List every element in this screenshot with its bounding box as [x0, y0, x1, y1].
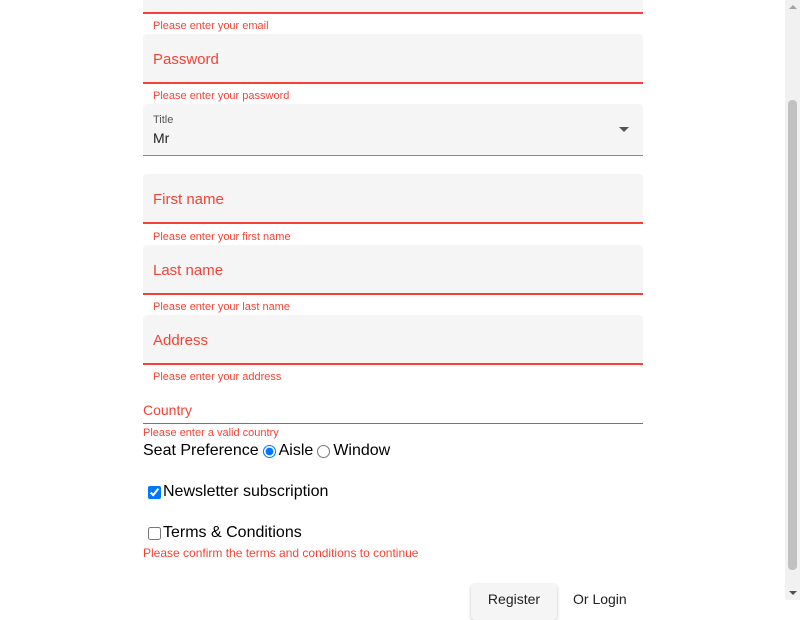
first-name-field[interactable] [143, 174, 643, 224]
seat-preference-group [143, 442, 390, 460]
title-label: Title [153, 114, 174, 126]
email-field[interactable] [143, 0, 643, 14]
seat-window-radio[interactable] [317, 445, 330, 458]
last-name-field[interactable] [143, 245, 643, 295]
country-label: Country [143, 402, 193, 418]
register-button[interactable]: Register [471, 584, 557, 620]
first-name-label: First name [153, 191, 224, 208]
password-error: Please enter your password [153, 90, 290, 102]
seat-aisle-radio[interactable] [263, 445, 276, 458]
terms-checkbox[interactable] [148, 527, 161, 540]
seat-aisle-label[interactable]: Aisle [278, 442, 314, 459]
address-error: Please enter your address [153, 371, 282, 383]
vertical-scrollbar[interactable] [785, 0, 800, 600]
login-button[interactable]: Or Login [573, 591, 627, 607]
newsletter-checkbox[interactable] [148, 486, 161, 499]
title-select[interactable] [143, 104, 643, 156]
newsletter-checkbox-row [143, 483, 328, 501]
seat-window-label[interactable]: Window [333, 442, 391, 459]
email-error: Please enter your email [153, 20, 269, 32]
country-input[interactable] [143, 400, 643, 424]
last-name-label: Last name [153, 262, 224, 279]
scroll-up-arrow-icon[interactable] [789, 5, 797, 9]
country-error: Please enter a valid country [143, 427, 279, 439]
seat-preference-label: Seat Preference [143, 442, 259, 459]
password-label: Password [153, 51, 219, 68]
terms-label[interactable]: Terms & Conditions [163, 524, 302, 541]
address-label: Address [153, 332, 209, 349]
last-name-error: Please enter your last name [153, 301, 290, 313]
terms-error: Please confirm the terms and conditions to continue [143, 546, 419, 560]
title-value: Mr [153, 130, 170, 146]
address-field[interactable] [143, 315, 643, 365]
chevron-down-icon[interactable] [619, 127, 629, 132]
newsletter-label[interactable]: Newsletter subscription [163, 483, 329, 500]
first-name-error: Please enter your first name [153, 231, 291, 243]
password-field[interactable] [143, 34, 643, 84]
scroll-down-arrow-icon[interactable] [789, 591, 797, 595]
scrollbar-thumb[interactable] [788, 100, 797, 570]
terms-checkbox-row [143, 524, 302, 542]
